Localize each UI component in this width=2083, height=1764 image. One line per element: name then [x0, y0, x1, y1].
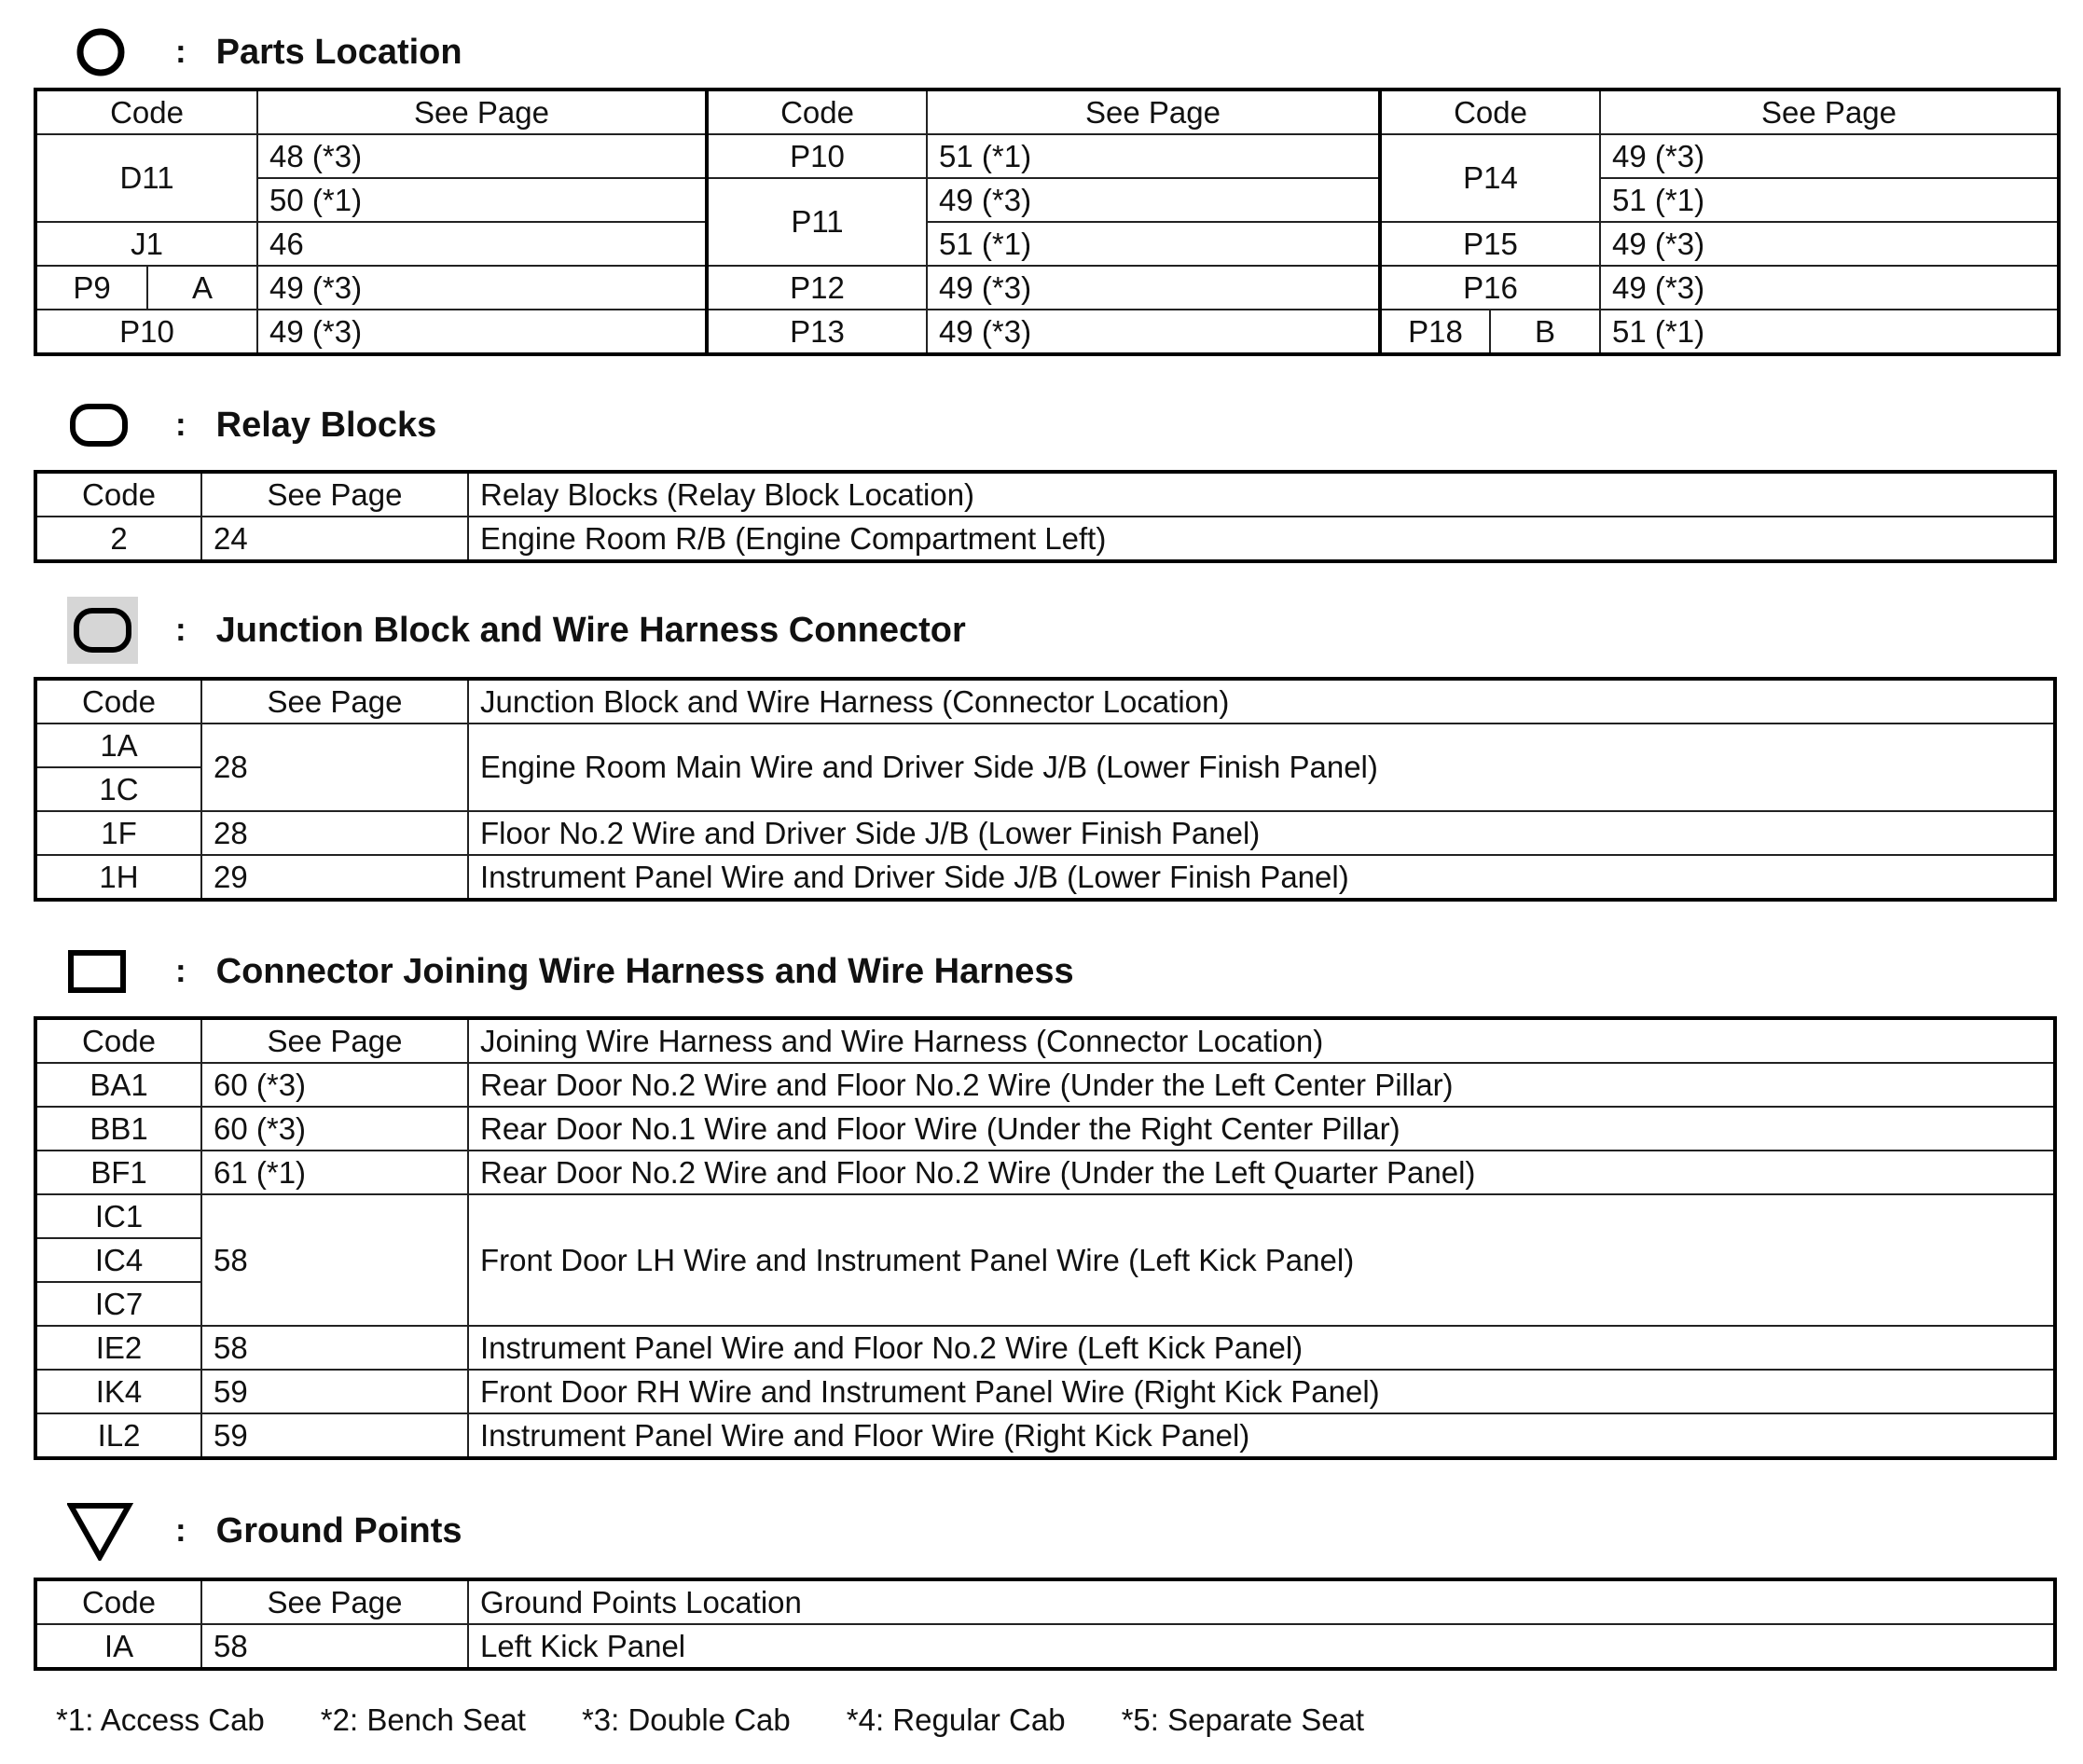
page-cell: 49 (*3)	[1600, 222, 2059, 266]
page-cell: 60 (*3)	[201, 1063, 468, 1107]
page-cell: 29	[201, 855, 468, 900]
table-row	[35, 517, 2055, 561]
table-row	[35, 1370, 2055, 1413]
table-row	[35, 222, 2059, 266]
page-cell: 59	[201, 1413, 468, 1458]
section-title: Relay Blocks	[215, 405, 437, 445]
table-row	[35, 1151, 2055, 1194]
footnote: *4: Regular Cab	[846, 1702, 1066, 1737]
code-header: Code	[707, 90, 927, 134]
code-cell: BA1	[35, 1063, 201, 1107]
parts-location-table	[34, 88, 2061, 356]
page-cell: 51 (*1)	[1600, 310, 2059, 354]
code-cell: 2	[35, 517, 201, 561]
code-header: Code	[1380, 90, 1600, 134]
page-cell: 49 (*3)	[927, 310, 1380, 354]
junction-block-table	[34, 677, 2057, 902]
colon: :	[175, 34, 186, 70]
junction-block-heading	[67, 602, 966, 658]
code-cell: P10	[35, 310, 257, 354]
code-cell: IC7	[35, 1282, 201, 1326]
parts-location-heading	[67, 24, 462, 80]
colon: :	[175, 407, 186, 443]
table-row	[35, 266, 2059, 310]
table-header	[35, 90, 2059, 134]
location-cell: Engine Room Main Wire and Driver Side J/B (Lower Finish Panel)	[468, 724, 2055, 811]
footnote: *3: Double Cab	[581, 1702, 791, 1737]
table-row	[35, 811, 2055, 855]
location-cell: Floor No.2 Wire and Driver Side J/B (Lower Finish Panel)	[468, 811, 2055, 855]
page-cell: 51 (*1)	[927, 222, 1380, 266]
ground-points-table	[34, 1578, 2057, 1671]
rectangle-icon	[67, 944, 138, 999]
code-cell: P16	[1380, 266, 1600, 310]
page-cell: 61 (*1)	[201, 1151, 468, 1194]
table-row	[35, 1194, 2055, 1238]
code-cell: P9	[35, 266, 147, 310]
code-cell: P15	[1380, 222, 1600, 266]
page-cell: 28	[201, 724, 468, 811]
code-cell: J1	[35, 222, 257, 266]
code-header: Code	[35, 472, 201, 517]
colon: :	[175, 1512, 186, 1549]
code-cell: 1F	[35, 811, 201, 855]
code-cell: IC4	[35, 1238, 201, 1282]
see-page-header: See Page	[201, 1018, 468, 1063]
table-row	[35, 1413, 2055, 1458]
page-cell: 58	[201, 1624, 468, 1669]
location-cell: Front Door LH Wire and Instrument Panel Wire (Left Kick Panel)	[468, 1194, 2055, 1326]
table-row	[35, 178, 2059, 222]
footnote: *1: Access Cab	[56, 1702, 265, 1737]
location-header: Junction Block and Wire Harness (Connector Location)	[468, 679, 2055, 724]
code-header: Code	[35, 1018, 201, 1063]
section-title: Junction Block and Wire Harness Connector	[215, 610, 966, 650]
location-cell: Engine Room R/B (Engine Compartment Left)	[468, 517, 2055, 561]
table-header	[35, 1579, 2055, 1624]
location-cell: Front Door RH Wire and Instrument Panel Wire (Right Kick Panel)	[468, 1370, 2055, 1413]
rounded-rectangle-icon	[67, 397, 138, 453]
page-cell: 48 (*3)	[257, 134, 707, 178]
section-title: Parts Location	[215, 32, 462, 72]
page-cell: 58	[201, 1194, 468, 1326]
code-header: Code	[35, 90, 257, 134]
code-sub-cell: A	[147, 266, 257, 310]
table-row	[35, 134, 2059, 178]
code-cell: 1C	[35, 767, 201, 811]
page-cell: 51 (*1)	[927, 134, 1380, 178]
page-cell: 49 (*3)	[1600, 266, 2059, 310]
code-cell: P13	[707, 310, 927, 354]
see-page-header: See Page	[201, 679, 468, 724]
code-cell: IL2	[35, 1413, 201, 1458]
table-row	[35, 1624, 2055, 1669]
connector-joining-table	[34, 1016, 2057, 1460]
see-page-header: See Page	[257, 90, 707, 134]
colon: :	[175, 612, 186, 648]
table-row	[35, 724, 2055, 767]
page-cell: 58	[201, 1326, 468, 1370]
page-cell: 46	[257, 222, 707, 266]
ground-points-heading	[67, 1503, 462, 1559]
page-cell: 51 (*1)	[1600, 178, 2059, 222]
code-cell: P18	[1380, 310, 1490, 354]
table-row	[35, 1063, 2055, 1107]
code-cell: IC1	[35, 1194, 201, 1238]
page-cell: 49 (*3)	[257, 266, 707, 310]
code-header: Code	[35, 679, 201, 724]
table-row	[35, 855, 2055, 900]
code-cell: 1H	[35, 855, 201, 900]
table-header	[35, 679, 2055, 724]
page-cell: 28	[201, 811, 468, 855]
location-cell: Left Kick Panel	[468, 1624, 2055, 1669]
footnote: *5: Separate Seat	[1121, 1702, 1365, 1737]
code-cell: 1A	[35, 724, 201, 767]
location-header: Relay Blocks (Relay Block Location)	[468, 472, 2055, 517]
code-cell: P10	[707, 134, 927, 178]
see-page-header: See Page	[1600, 90, 2059, 134]
location-cell: Instrument Panel Wire and Floor Wire (Right Kick Panel)	[468, 1413, 2055, 1458]
section-title: Ground Points	[215, 1510, 462, 1550]
location-cell: Rear Door No.2 Wire and Floor No.2 Wire (Under the Left Center Pillar)	[468, 1063, 2055, 1107]
code-cell: P12	[707, 266, 927, 310]
see-page-header: See Page	[201, 1579, 468, 1624]
code-header: Code	[35, 1579, 201, 1624]
code-cell: P14	[1380, 134, 1600, 222]
relay-blocks-heading	[67, 397, 436, 453]
triangle-icon	[67, 1503, 138, 1559]
code-cell: BB1	[35, 1107, 201, 1151]
code-cell: BF1	[35, 1151, 201, 1194]
colon: :	[175, 953, 186, 989]
page-cell: 49 (*3)	[927, 266, 1380, 310]
footnote: *2: Bench Seat	[320, 1702, 526, 1737]
table-header	[35, 1018, 2055, 1063]
code-cell: IE2	[35, 1326, 201, 1370]
location-header: Ground Points Location	[468, 1579, 2055, 1624]
shaded-rounded-rectangle-icon	[67, 602, 138, 658]
code-cell: D11	[35, 134, 257, 222]
page-cell: 59	[201, 1370, 468, 1413]
section-title: Connector Joining Wire Harness and Wire Harness	[215, 951, 1074, 991]
location-cell: Instrument Panel Wire and Floor No.2 Wire (Left Kick Panel)	[468, 1326, 2055, 1370]
location-cell: Rear Door No.2 Wire and Floor No.2 Wire (Under the Left Quarter Panel)	[468, 1151, 2055, 1194]
page-cell: 49 (*3)	[257, 310, 707, 354]
page-cell: 60 (*3)	[201, 1107, 468, 1151]
see-page-header: See Page	[927, 90, 1380, 134]
code-sub-cell: B	[1490, 310, 1600, 354]
location-cell: Rear Door No.1 Wire and Floor Wire (Under the Right Center Pillar)	[468, 1107, 2055, 1151]
relay-blocks-table	[34, 470, 2057, 563]
location-cell: Instrument Panel Wire and Driver Side J/B (Lower Finish Panel)	[468, 855, 2055, 900]
connector-joining-heading	[67, 944, 1074, 999]
table-row	[35, 1107, 2055, 1151]
footnotes	[56, 1702, 1420, 1738]
table-row	[35, 310, 2059, 354]
table-row	[35, 1326, 2055, 1370]
see-page-header: See Page	[201, 472, 468, 517]
code-cell: IA	[35, 1624, 201, 1669]
page-cell: 50 (*1)	[257, 178, 707, 222]
code-cell: P11	[707, 178, 927, 266]
page-cell: 49 (*3)	[1600, 134, 2059, 178]
page-cell: 24	[201, 517, 468, 561]
page-cell: 49 (*3)	[927, 178, 1380, 222]
table-header	[35, 472, 2055, 517]
code-cell: IK4	[35, 1370, 201, 1413]
circle-icon	[67, 24, 138, 80]
location-header: Joining Wire Harness and Wire Harness (Connector Location)	[468, 1018, 2055, 1063]
